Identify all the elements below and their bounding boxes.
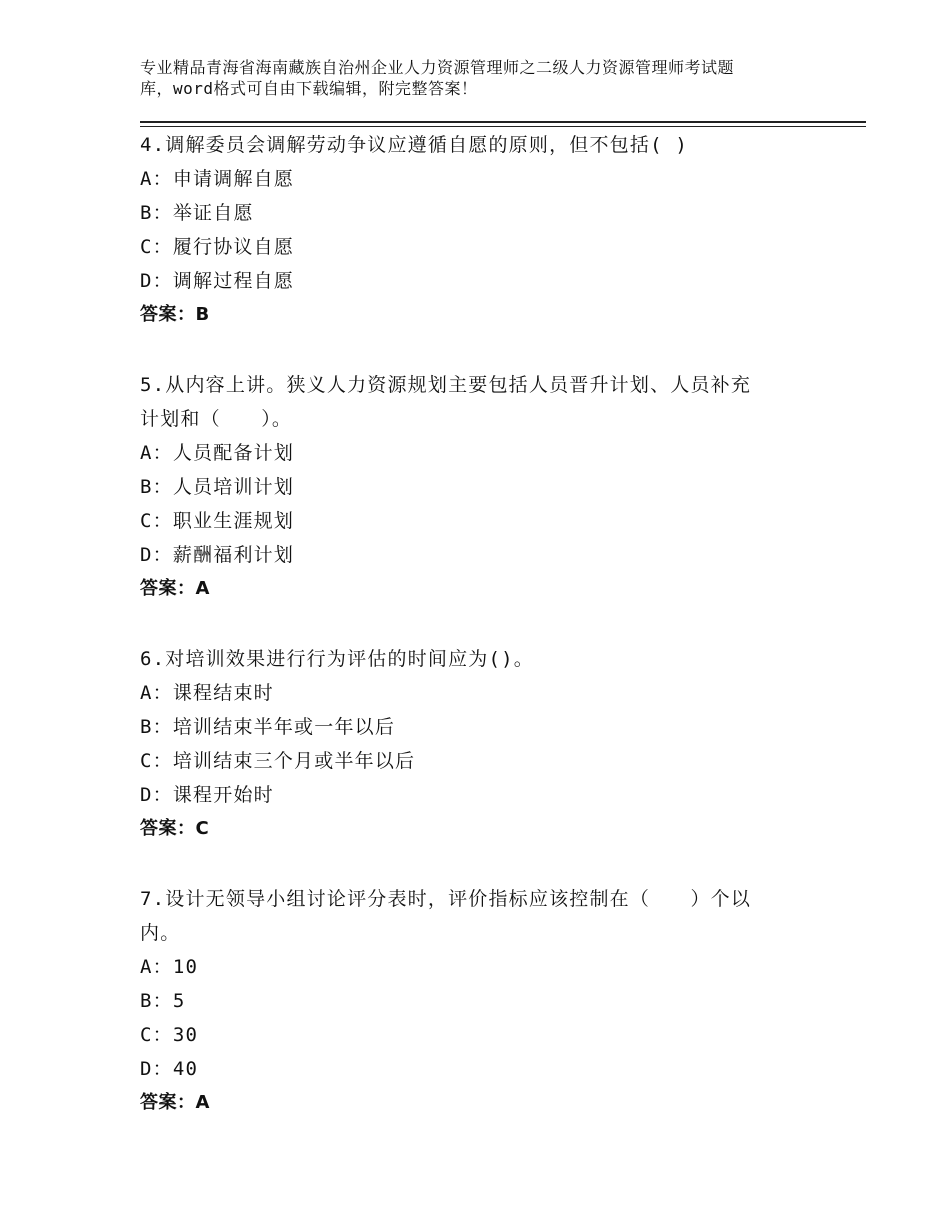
option-b — [140, 710, 840, 744]
option-text: 人员培训计划 — [172, 476, 295, 498]
question-stem-line: 5.从内容上讲。狭义人力资源规划主要包括人员晋升计划、人员补充 — [140, 374, 752, 396]
option-a — [140, 436, 840, 470]
answer-label: 答案： — [140, 304, 196, 325]
question-6 — [140, 642, 840, 846]
answer-label: 答案： — [140, 818, 196, 839]
option-key: D： — [140, 1058, 173, 1080]
question-4 — [140, 128, 840, 332]
answer-label: 答案： — [140, 1092, 196, 1113]
option-key: C： — [140, 750, 173, 772]
answer-line — [140, 812, 840, 846]
option-b — [140, 470, 840, 504]
header-title-line-1: 专业精品青海省海南藏族自治州企业人力资源管理师之二级人力资源管理师考试题 — [140, 58, 735, 77]
question-list — [140, 128, 840, 1120]
question-stem-line: 4.调解委员会调解劳动争议应遵循自愿的原则，但不包括( ) — [140, 134, 688, 156]
option-b — [140, 196, 840, 230]
option-text: 薪酬福利计划 — [172, 544, 295, 566]
option-d — [140, 538, 840, 572]
option-c — [140, 1018, 840, 1052]
option-key: A： — [140, 956, 173, 978]
option-d — [140, 778, 840, 812]
option-d — [140, 264, 840, 298]
question-stem — [140, 368, 840, 436]
option-text: 培训结束三个月或半年以后 — [172, 750, 416, 772]
answer-value: A — [195, 1092, 210, 1113]
answer-line — [140, 1086, 840, 1120]
option-text: 履行协议自愿 — [172, 236, 295, 258]
option-text: 职业生涯规划 — [172, 510, 295, 532]
header-divider-thick — [140, 121, 866, 123]
option-text: 30 — [172, 1024, 199, 1046]
option-a — [140, 676, 840, 710]
option-key: A： — [140, 442, 173, 464]
question-stem-line: 计划和（ ）。 — [140, 408, 293, 430]
question-stem — [140, 882, 840, 950]
option-key: B： — [140, 476, 173, 498]
option-key: D： — [140, 270, 173, 292]
option-key: D： — [140, 544, 173, 566]
question-spacer — [140, 332, 840, 368]
option-key: B： — [140, 202, 173, 224]
question-7 — [140, 882, 840, 1120]
question-stem-line: 6.对培训效果进行行为评估的时间应为()。 — [140, 648, 534, 670]
option-text: 40 — [172, 1058, 199, 1080]
option-key: C： — [140, 510, 173, 532]
option-text: 5 — [172, 990, 186, 1012]
question-stem-line: 7.设计无领导小组讨论评分表时，评价指标应该控制在（ ）个以 — [140, 888, 752, 910]
answer-value: C — [195, 818, 210, 839]
question-spacer — [140, 606, 840, 642]
document-header — [140, 57, 840, 99]
option-a — [140, 162, 840, 196]
header-title-line-2: 库，word格式可自由下载编辑，附完整答案！ — [140, 79, 478, 98]
answer-label: 答案： — [140, 578, 196, 599]
option-text: 调解过程自愿 — [172, 270, 295, 292]
option-text: 举证自愿 — [172, 202, 254, 224]
question-spacer — [140, 846, 840, 882]
option-a — [140, 950, 840, 984]
option-d — [140, 1052, 840, 1086]
question-stem — [140, 128, 840, 162]
option-key: B： — [140, 990, 173, 1012]
option-key: A： — [140, 168, 173, 190]
option-key: D： — [140, 784, 173, 806]
option-text: 培训结束半年或一年以后 — [172, 716, 396, 738]
option-text: 课程结束时 — [172, 682, 274, 704]
option-c — [140, 230, 840, 264]
option-text: 课程开始时 — [172, 784, 274, 806]
option-text: 10 — [172, 956, 199, 978]
answer-value: B — [195, 304, 210, 325]
option-c — [140, 504, 840, 538]
option-key: B： — [140, 716, 173, 738]
option-key: A： — [140, 682, 173, 704]
answer-line — [140, 572, 840, 606]
option-text: 人员配备计划 — [172, 442, 295, 464]
option-key: C： — [140, 1024, 173, 1046]
option-key: C： — [140, 236, 173, 258]
answer-value: A — [195, 578, 210, 599]
option-text: 申请调解自愿 — [172, 168, 295, 190]
question-stem-line: 内。 — [140, 922, 181, 944]
question-stem — [140, 642, 840, 676]
option-b — [140, 984, 840, 1018]
question-5 — [140, 368, 840, 606]
option-c — [140, 744, 840, 778]
answer-line — [140, 298, 840, 332]
header-divider-thin — [140, 126, 866, 127]
